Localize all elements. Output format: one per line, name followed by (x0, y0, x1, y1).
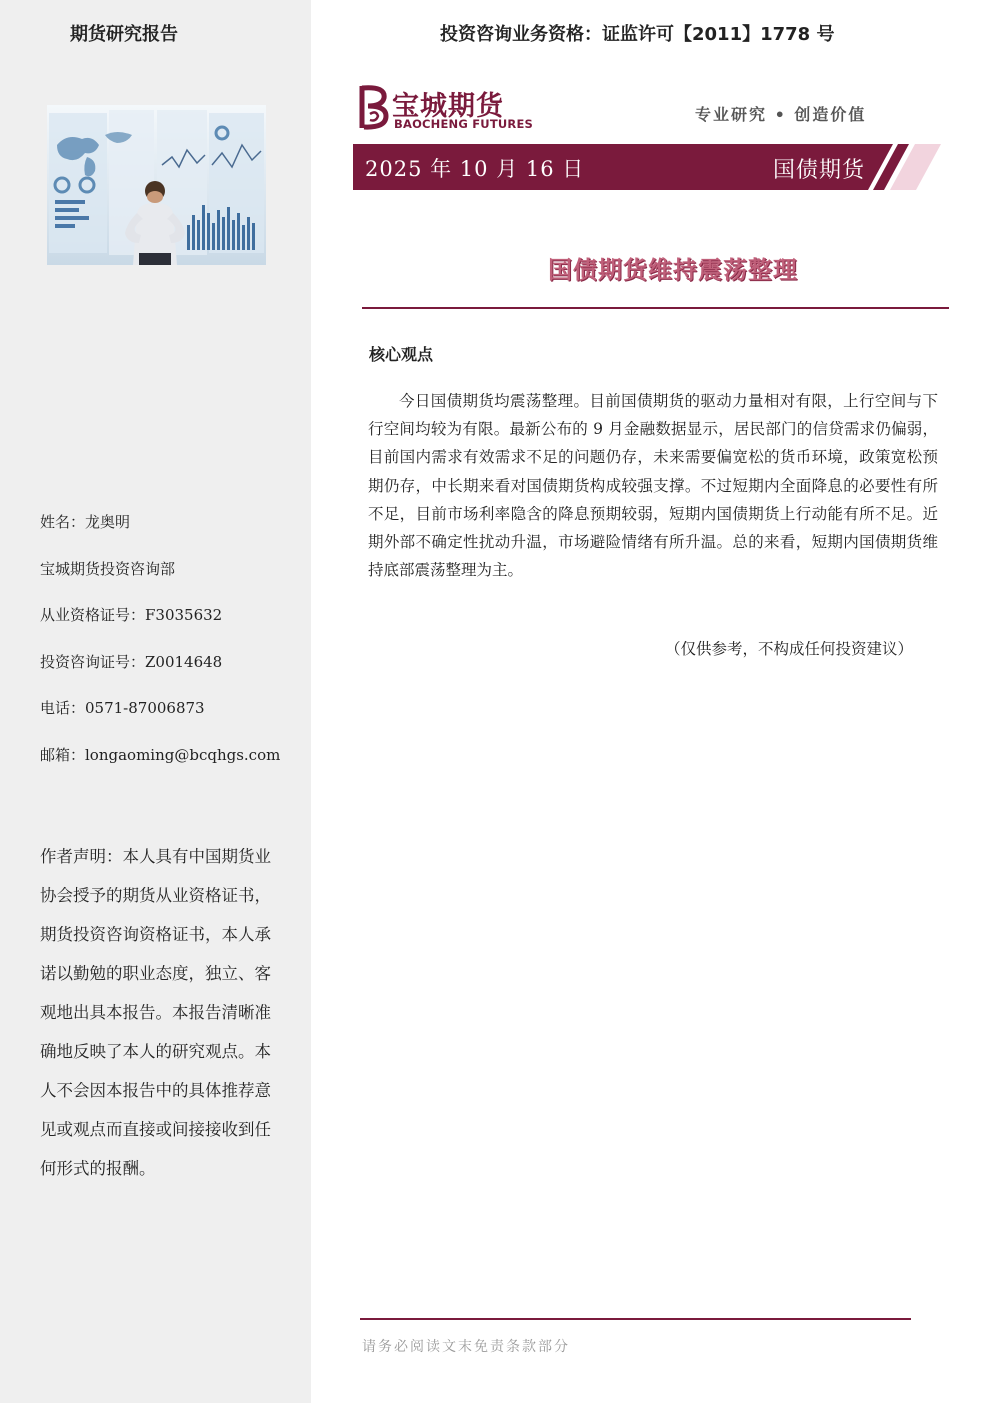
hero-image (47, 105, 266, 265)
author-department: 宝城期货投资咨询部 (40, 559, 176, 578)
sidebar (0, 0, 311, 1403)
core-view-paragraph: 今日国债期货均震荡整理。目前国债期货的驱动力量相对有限，上行空间与下行空间均较为有限。最新公布的 9 月金融数据显示，居民部门的信贷需求仍偏弱，目前国内需求有效需求不足的问题仍存，未来需要偏宽松的货币环境，政策宽松预期仍存，中长期来看对国债期货构成较强支撑。不过短期内全面降息的必要性有所不足，目前市场利率隐含的降息预期较弱，短期内国债期货上行动能有所不足。近期外部不确定性扰动升温，市场避险情绪有所升温。总的来看，短期内国债期货维持底部震荡整理为主。 (368, 392, 938, 580)
author-name: 姓名：龙奥明 (40, 513, 131, 531)
title-divider (362, 307, 949, 309)
logo-emblem-icon (356, 84, 390, 130)
author-info (40, 509, 280, 788)
author-qualification-number: 从业资格证号：F3035632 (40, 606, 223, 624)
date-banner (353, 142, 943, 192)
report-date: 2025 年 10 月 16 日 (365, 157, 585, 181)
report-title: 国债期货维持震荡整理 (548, 256, 798, 284)
logo-english-name: BAOCHENG FUTURES (394, 117, 533, 131)
report-category: 国债期货 (773, 158, 866, 183)
author-email: 邮箱：longaoming@bcqhgs.com (40, 745, 281, 764)
author-advisory-number: 投资咨询证号：Z0014648 (40, 652, 223, 671)
author-declaration: 作者声明：本人具有中国期货业协会授予的期货从业资格证书，期货投资咨询资格证书，本人承诺以勤勉的职业态度，独立、客观地出具本报告。本报告清晰准确地反映了本人的研究观点。本人不会因本报告中的具体推荐意见或观点而直接或间接接收到任何形式的报酬。 (40, 847, 271, 1178)
slogan: 专业研究 • 创造价值 (695, 105, 867, 124)
footer-note: 请务必阅读文末免责条款部分 (362, 1339, 570, 1355)
qualification-notice: 投资咨询业务资格：证监许可【2011】1778 号 (440, 24, 835, 45)
author-phone: 电话：0571-87006873 (40, 699, 205, 717)
logo-chinese-name: 宝城期货 (392, 91, 504, 122)
businessman-charts-illustration (47, 105, 266, 265)
report-type-label: 期货研究报告 (70, 24, 178, 45)
section-heading: 核心观点 (369, 345, 434, 364)
company-logo (356, 84, 533, 134)
investment-disclaimer: （仅供参考，不构成任何投资建议） (665, 640, 914, 658)
footer-divider (360, 1318, 911, 1320)
